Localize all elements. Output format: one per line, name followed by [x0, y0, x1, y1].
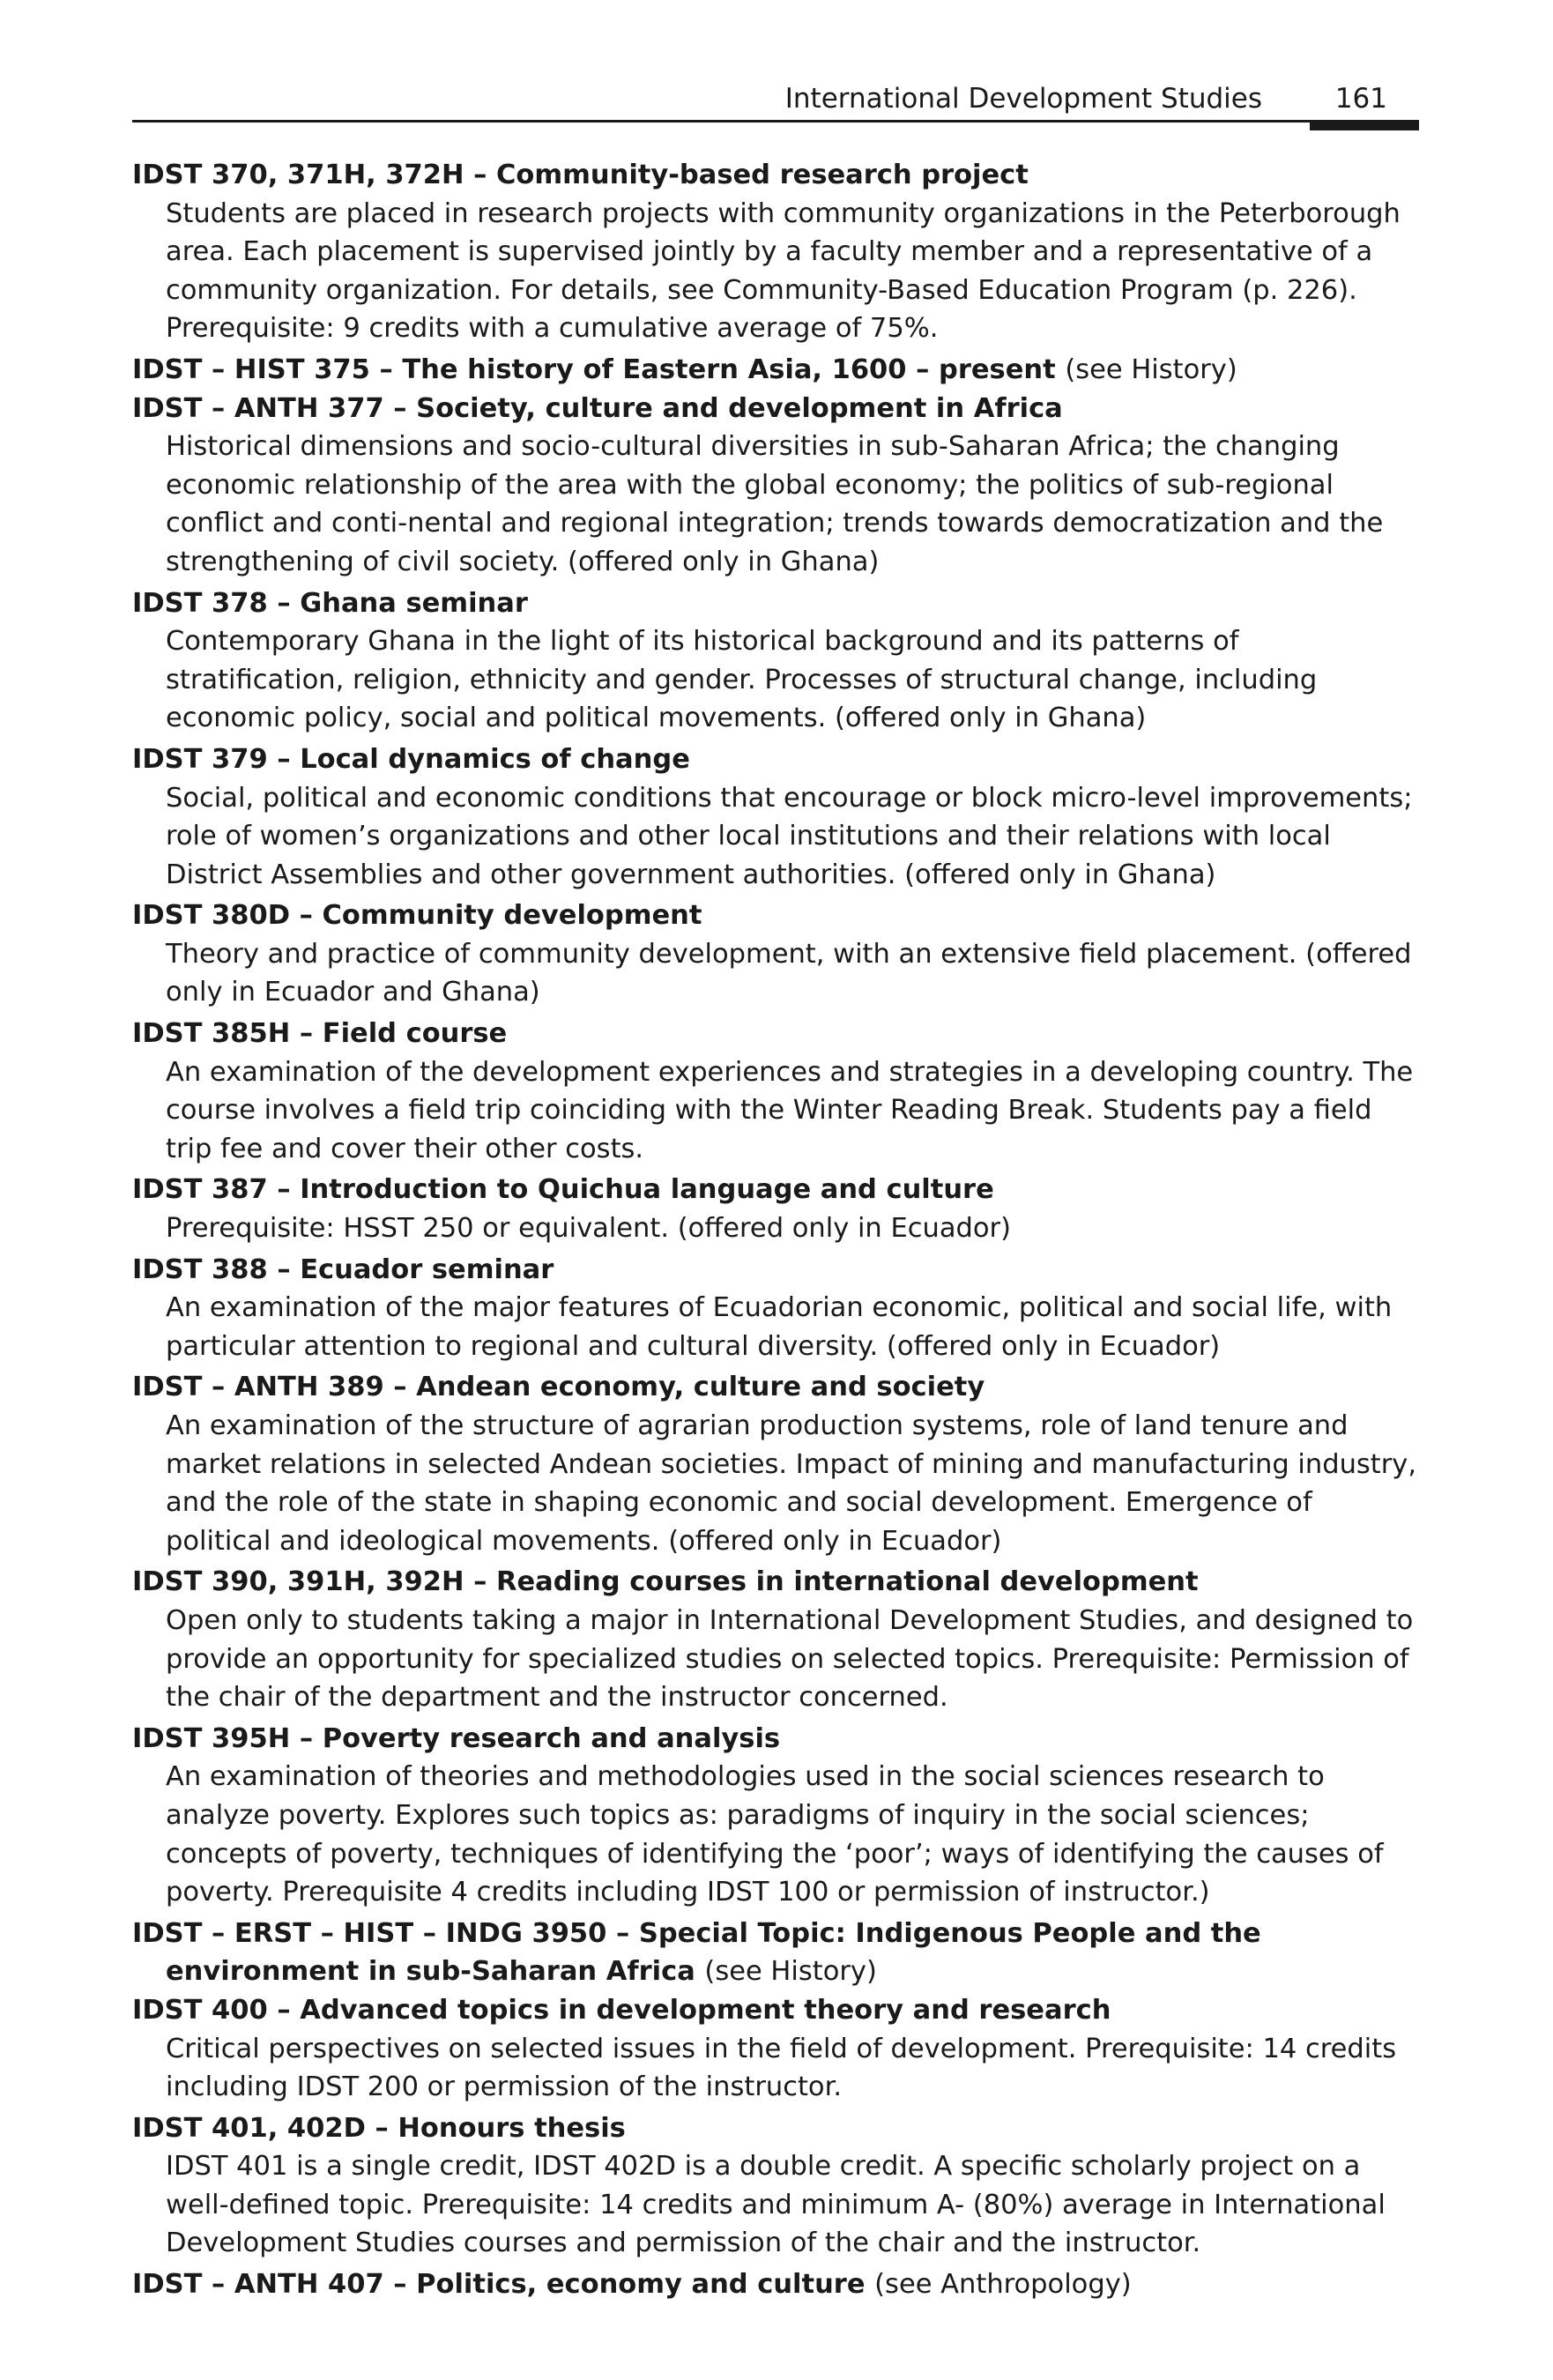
course-list: [132, 156, 1419, 2304]
course-heading: [132, 351, 1419, 390]
course-description: Critical perspectives on selected issues in the field of development. Prerequisite: 14 credits including IDST 200 or permission of the instructor.: [166, 2033, 1397, 2103]
course-entry: [132, 896, 1419, 1012]
course-heading: IDST 390, 391H, 392H – Reading courses in international development: [132, 1566, 1199, 1598]
course-heading: IDST 395H – Poverty research and analysis: [132, 1722, 781, 1754]
course-heading: IDST – ANTH 389 – Andean economy, culture and society: [132, 1372, 985, 1403]
course-heading: IDST – ANTH 377 – Society, culture and development in Africa: [132, 392, 1063, 424]
header-rule: [132, 120, 1419, 123]
course-heading: IDST 385H – Field course: [132, 1018, 508, 1050]
running-header-title: International Development Studies: [784, 83, 1262, 115]
course-entry: [132, 1720, 1419, 1912]
course-entry: [132, 1915, 1419, 1991]
course-description: Prerequisite: HSST 250 or equivalent. (offered only in Ecuador): [166, 1213, 1011, 1245]
course-heading: IDST 370, 371H, 372H – Community-based research project: [132, 160, 1029, 190]
course-description: Theory and practice of community development, with an extensive field placement. (offered only in Ecuador and Ghana): [166, 938, 1412, 1008]
cross-reference: (see History): [1065, 353, 1237, 385]
course-heading: [132, 1915, 1419, 1991]
course-heading: IDST 380D – Community development: [132, 900, 702, 932]
course-entry: [132, 390, 1419, 582]
running-header: [132, 79, 1419, 132]
cross-reference: (see Anthropology): [874, 2269, 1132, 2301]
course-entry: [132, 351, 1419, 390]
course-description: An examination of theories and methodologies used in the social sciences research to analyze poverty. Explores such topics as: paradigms of inquiry in the social sciences; concepts of poverty, techniques of identifying the ‘poor’; ways of identifying the causes of poverty. Prerequisite 4 credits including IDST 100 or permission of instructor.): [166, 1761, 1384, 1908]
course-description: IDST 401 is a single credit, IDST 402D is a double credit. A specific scholarly project on a well-defined topic. Prerequisite: 14 credits and minimum A- (80%) average in International Development Studies courses and permission of the chair and the instructor.: [166, 2151, 1386, 2259]
cross-reference: (see History): [704, 1956, 877, 1988]
course-description: Historical dimensions and socio-cultural diversities in sub-Saharan Africa; the changing economic relationship of the area with the global economy; the politics of sub-regional conflict and conti-nental and regional integration; trends towards democratization and the strengthening of civil society. (offered only in Ghana): [166, 431, 1384, 577]
course-entry: [132, 1015, 1419, 1168]
course-title: IDST – HIST 375 – The history of Eastern Asia, 1600 – present: [132, 353, 1056, 385]
course-description: Open only to students taking a major in International Development Studies, and designed to provide an opportunity for specialized studies on selected topics. Prerequisite: Permission of the chair of the department and the instructor concerned.: [166, 1604, 1414, 1714]
course-entry: [132, 2109, 1419, 2263]
course-description: An examination of the major features of Ecuadorian economic, political and social life, with particular attention to regional and cultural diversity. (offered only in Ecuador): [166, 1292, 1393, 1362]
course-entry: [132, 1368, 1419, 1560]
course-heading: IDST 387 – Introduction to Quichua language and culture: [132, 1174, 994, 1206]
course-title: IDST – ERST – HIST – INDG 3950 – Special Topic: Indigenous People and the environment in sub-Saharan Africa: [132, 1917, 1261, 1988]
course-heading: [132, 2265, 1419, 2304]
course-description: Students are placed in research projects with community organizations in the Peterborough area. Each placement is supervised jointly by a faculty member and a representative of a community organization. For details, see Community-Based Education Program (p. 226). Prerequisite: 9 credits with a cumulative average of 75%.: [166, 197, 1401, 345]
course-entry: [132, 1171, 1419, 1247]
header-page-tab: [1310, 120, 1419, 130]
course-description: An examination of the development experiences and strategies in a developing country. The course involves a field trip coinciding with the Winter Reading Break. Students pay a field trip fee and cover their other costs.: [166, 1056, 1414, 1164]
course-entry: [132, 1991, 1419, 2107]
page-number: 161: [1334, 83, 1387, 115]
course-entry: [132, 156, 1419, 348]
course-entry: [132, 1563, 1419, 1716]
course-entry: [132, 2265, 1419, 2304]
course-entry: [132, 1251, 1419, 1366]
course-heading: IDST 400 – Advanced topics in development theory and research: [132, 1994, 1111, 2026]
course-heading: IDST 379 – Local dynamics of change: [132, 743, 690, 775]
course-entry: [132, 740, 1419, 894]
course-heading: IDST 401, 402D – Honours thesis: [132, 2112, 626, 2144]
course-heading: IDST 378 – Ghana seminar: [132, 587, 528, 619]
course-description: Contemporary Ghana in the light of its historical background and its patterns of stratification, religion, ethnicity and gender. Processes of structural change, including economic policy, social and political movements. (offered only in Ghana): [166, 626, 1318, 734]
course-entry: [132, 584, 1419, 738]
course-description: Social, political and economic conditions that encourage or block micro-level improvements; role of women’s organizations and other local institutions and their relations with local District Assemblies and other government authorities. (offered only in Ghana): [166, 782, 1413, 890]
course-heading: IDST 388 – Ecuador seminar: [132, 1253, 554, 1285]
course-title: IDST – ANTH 407 – Politics, economy and culture: [132, 2269, 866, 2301]
course-description: An examination of the structure of agrarian production systems, role of land tenure and market relations in selected Andean societies. Impact of mining and manufacturing industry, and the role of the state in shaping economic and social development. Emergence of political and ideological movements. (offered only in Ecuador): [166, 1410, 1417, 1557]
